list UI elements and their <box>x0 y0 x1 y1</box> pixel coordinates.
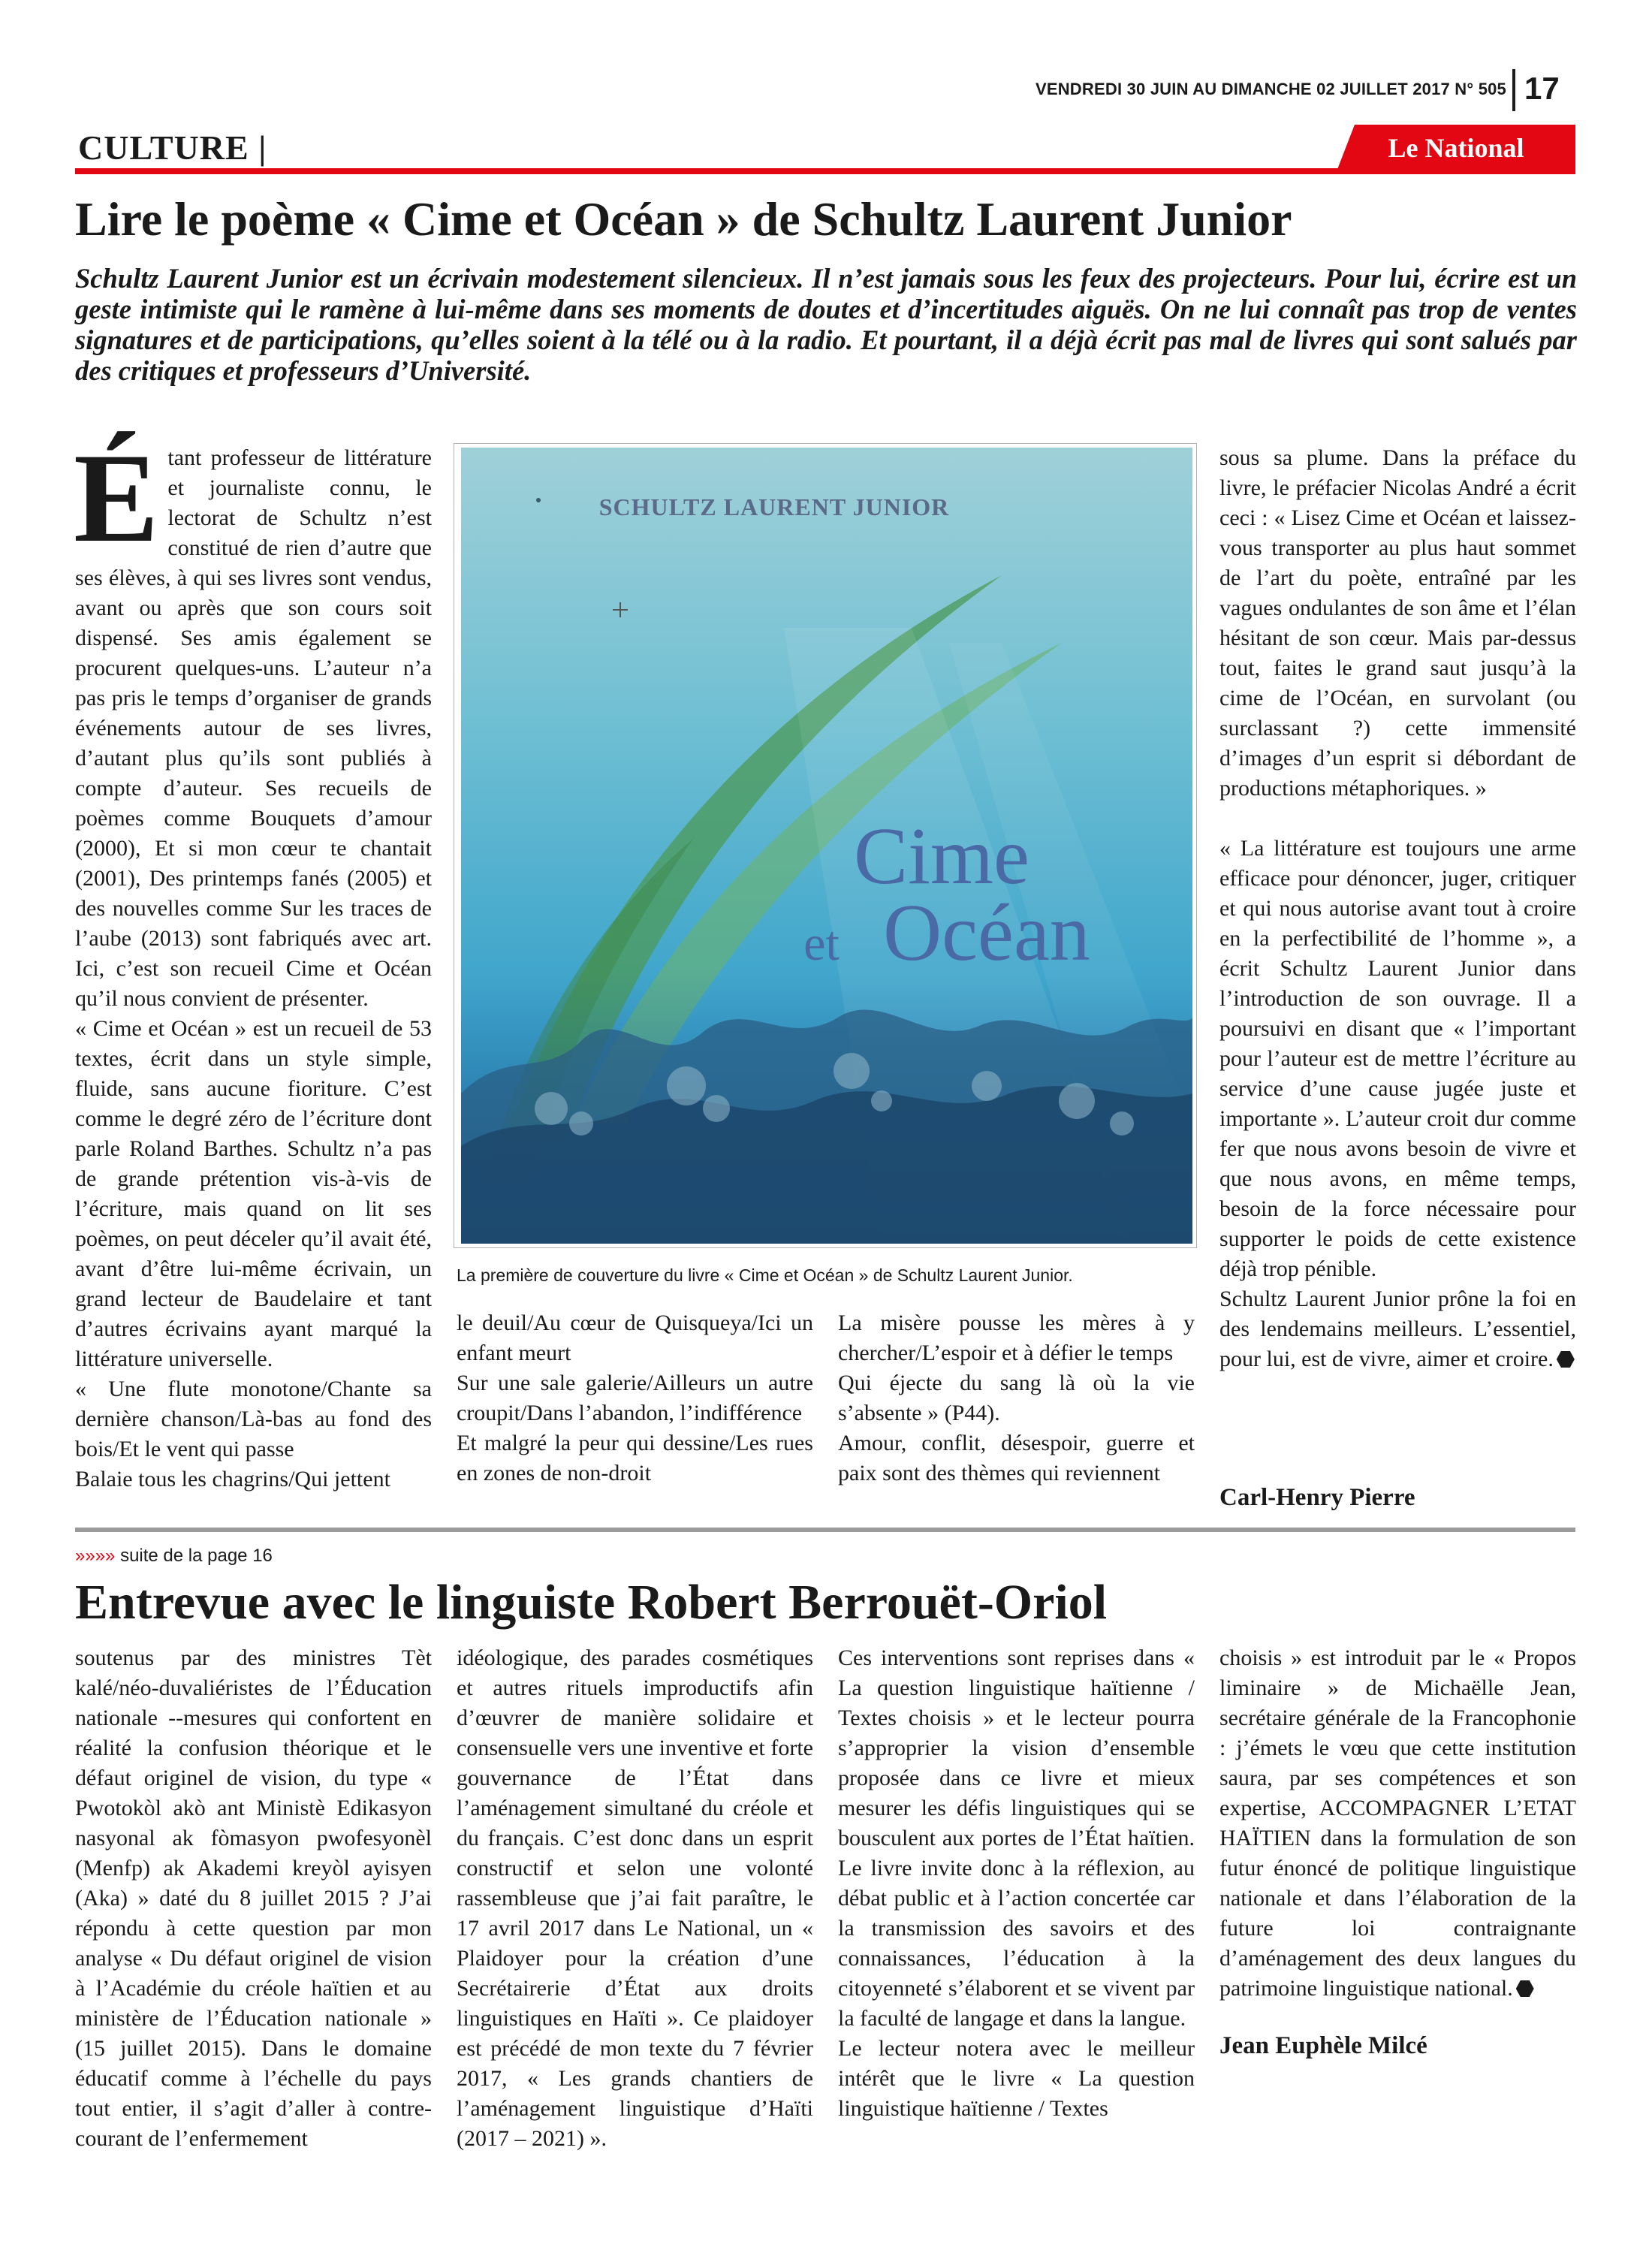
article2-col2-para-1: idéologique, des parades cosmétiques et autres rituels improductifs afin d’œuvrer de manière solidaire et consensuelle vers une inventive et forte gouvernance de l’État dans l’aménagement simultané du créole et du français. C’est donc dans un esprit constructif et selon une volonté rassembleuse que j’ai fait paraître, le 17 avril 2017 dans Le National, un « Plaidoyer pour la création d’une Secrétairerie d’État aux droits linguistiques en Haïti ». Ce plaidoyer est précédé de mon texte du 7 février 2017, « Les grands chantiers de l’aménagement linguistique d’Haïti (2017 – 2021) ». <box>457 1645 813 2151</box>
article1-col4-spacer <box>1219 804 1576 834</box>
article1-col1-para-3: « Une flute monotone/Chante sa dernière chanson/Là-bas au fond des bois/Et le vent qui passe <box>75 1377 432 1461</box>
continued-marker: »»»» <box>75 1546 116 1566</box>
article2-col3-para-2: Le lecteur notera avec le meilleur intérêt que le livre « La question linguistique haïtienne / Textes <box>838 2036 1195 2121</box>
cover-title-cime: Cime <box>854 812 1029 901</box>
article1-col1-para-4: Balaie tous les chagrins/Qui jettent <box>75 1467 390 1491</box>
article1-col4-para-1: sous sa plume. Dans la préface du livre, le préfacier Nicolas André a écrit ceci : « Lisez Cime et Océan et laissez-vous transporter au plus haut sommet de l’art du poète, entraîné par les vagues ondulantes de son âme et l’élan hésitant de son cœur. Mais par-dessus tout, faites le grand saut jusqu’à la cime de l’Océan, en survolant (ou surclassant ?) cette immensité d’images d’un esprit si débordant de productions métaphoriques. » <box>1219 445 1576 801</box>
article1-column-2 <box>457 1308 813 1488</box>
cover-author: SCHULTZ LAURENT JUNIOR <box>598 493 950 520</box>
photo-caption: La première de couverture du livre « Cime et Océan » de Schultz Laurent Junior. <box>457 1265 1073 1285</box>
section-label: CULTURE | <box>78 128 267 167</box>
article1-col3-para-3: Amour, conflit, désespoir, guerre et paix sont des thèmes qui reviennent <box>838 1431 1195 1485</box>
article1-col1-para-1: Étant professeur de littérature et journaliste connu, le lectorat de Schultz n’est constitué de rien d’autre que ses élèves, à qui ses livres sont vendus, avant ou après que son cours soit dispensé. Ses amis également se procurent quelques-uns. L’auteur n’a pas pris le temps d’organiser de grands événements autour de ses livres, d’autant plus qu’ils sont publiés à compte d’auteur. Ses recueils de poèmes comme Bouquets d’amour (2000), Et si mon cœur te chantait (2001), Des printemps fanés (2005) et des nouvelles comme Sur les traces de l’aube (2013) sont fabriqués avec art. Ici, c’est son recueil Cime et Océan qu’il nous convient de présenter. <box>74 427 432 1011</box>
page-number-divider <box>1512 69 1515 111</box>
article1-col4-para-3: Schultz Laurent Junior prône la foi en des lendemains meilleurs. L’essentiel, pour lui, est de vivre, aimer et croire. <box>1219 1286 1576 1371</box>
brand-label: Le National <box>1388 133 1524 163</box>
article2-headline: Entrevue avec le linguiste Robert Berrouët-Oriol <box>75 1575 1108 1630</box>
issue-date: VENDREDI 30 JUIN AU DIMANCHE 02 JUILLET 2017 N° 505 <box>1035 80 1506 98</box>
article1-headline: Lire le poème « Cime et Océan » de Schultz Laurent Junior <box>75 192 1292 246</box>
cover-title-et: et <box>803 916 840 971</box>
continued-from-label <box>75 1546 273 1567</box>
end-of-article-icon <box>1557 1351 1575 1368</box>
article1-col2-para-1: le deuil/Au cœur de Quisqueya/Ici un enfant meurt <box>457 1310 813 1365</box>
article2-col4-para-1: choisis » est introduit par le « Propos liminaire » de Michaëlle Jean, secrétaire générale de la Francophonie : j’émets le vœu que cette institution saura, par ses compétences et son expertise, ACCOMPAGNER L’ETAT HAÏTIEN dans la formulation de son futur énoncé de politique linguistique nationale et dans l’élaboration de la future loi contraignante d’aménagement des deux langues du patrimoine linguistique national. <box>1219 1645 1576 2001</box>
article2-column-2 <box>457 1643 813 2154</box>
article1-deck: Schultz Laurent Junior est un écrivain modestement silencieux. Il n’est jamais sous les feux des projecteurs. Pour lui, écrire est un geste intimiste qui le ramène à lui-même dans ses moments de doutes et d’incertitudes aiguës. On ne lui connaît pas trop de ventes signatures et de participations, qu’elles soient à la télé ou à la radio. Et pourtant, il a déjà écrit pas mal de livres qui sont salués par des critiques et professeurs d’Université. <box>75 263 1577 386</box>
article1-col3-para-2: Qui éjecte du sang là où la vie s’absente » (P44). <box>838 1371 1195 1425</box>
article1-col2-para-2: Sur une sale galerie/Ailleurs un autre croupit/Dans l’abandon, l’indifférence <box>457 1371 813 1425</box>
article1-column-1 <box>74 427 432 1494</box>
end-of-article-icon <box>1516 1980 1534 1997</box>
book-cover-illustration <box>461 448 1192 1244</box>
article2-column-1 <box>75 1643 432 2154</box>
article2-col1-para-1: soutenus par des ministres Tèt kalé/néo-duvaliéristes de l’Éducation nationale --mesures qui confortent en réalité la confusion théorique et le défaut originel de vision, du type « Pwotokòl akò ant Ministè Edikasyon nasyonal ak fòmasyon pwofesyonèl (Menfp) ak Akademi kreyòl ayisyen (Aka) » daté du 8 juillet 2015 ? J’ai répondu à cette question par mon analyse « Du défaut originel de vision à l’Académie du créole haïtien et au ministère de l’Éducation nationale » (15 juillet 2015). Dans le domaine éducatif comme à l’échelle du pays tout entier, il s’agit d’aller à contre-courant de l’enfermement <box>75 1645 432 2151</box>
article-divider <box>75 1528 1575 1532</box>
continued-text: suite de la page 16 <box>120 1546 273 1566</box>
article2-column-4 <box>1219 1643 1576 2004</box>
article1-byline: Carl-Henry Pierre <box>1219 1484 1415 1511</box>
article1-col2-para-3: Et malgré la peur qui dessine/Les rues en zones de non-droit <box>457 1431 813 1485</box>
cover-title-ocean: Océan <box>883 888 1090 978</box>
drop-cap: É <box>74 427 159 569</box>
article1-column-4 <box>1219 443 1576 1374</box>
article1-col3-para-1: La misère pousse les mères à y chercher/L’espoir et à défier le temps <box>838 1310 1195 1365</box>
book-cover-image <box>461 448 1192 1244</box>
article2-col3-para-1: Ces interventions sont reprises dans « La question linguistique haïtienne / Textes choisis » et le lecteur pourra s’approprier la vision d’ensemble proposée dans ce livre et mieux mesurer les défis linguistiques qui se bousculent aux portes de l’État haïtien. Le livre invite donc à la réflexion, au débat public et à l’action concertée car la transmission des savoirs et des connaissances, l’éducation à la citoyenneté s’élaborent et se vivent par la faculté de langage et dans la langue. <box>838 1645 1195 2031</box>
page-number: 17 <box>1524 71 1560 106</box>
article1-column-3 <box>838 1308 1195 1488</box>
article1-col1-para-2: « Cime et Océan » est un recueil de 53 textes, écrit dans un style simple, fluide, sans aucune fioriture. C’est comme le degré zéro de l’écriture dont parle Roland Barthes. Schultz n’a pas de grande prétention vis-à-vis de l’écriture, mais quand on lit ses poèmes, on peut déceler qu’il avait été, avant d’être lui-même écrivain, un grand lecteur de Baudelaire et tant d’autres écrivains ayant marqué la littérature universelle. <box>75 1016 432 1371</box>
article1-col4-para-2: « La littérature est toujours une arme efficace pour dénoncer, juger, critiquer et qui nous autorise avant tout à croire en la perfectibilité de l’homme », a écrit Schultz Laurent Junior dans l’introduction de son ouvrage. Il a poursuivi en disant que « l’important pour l’auteur est de mettre l’écriture au service d’une cause jugée juste et importante ». L’auteur croit dur comme fer que nous avons besoin de vivre et que nous avons, en même temps, besoin de la force nécessaire pour supporter le poids de cette existence déjà trop pénible. <box>1219 836 1576 1281</box>
article2-column-3 <box>838 1643 1195 2124</box>
article2-byline: Jean Euphèle Milcé <box>1219 2032 1427 2059</box>
